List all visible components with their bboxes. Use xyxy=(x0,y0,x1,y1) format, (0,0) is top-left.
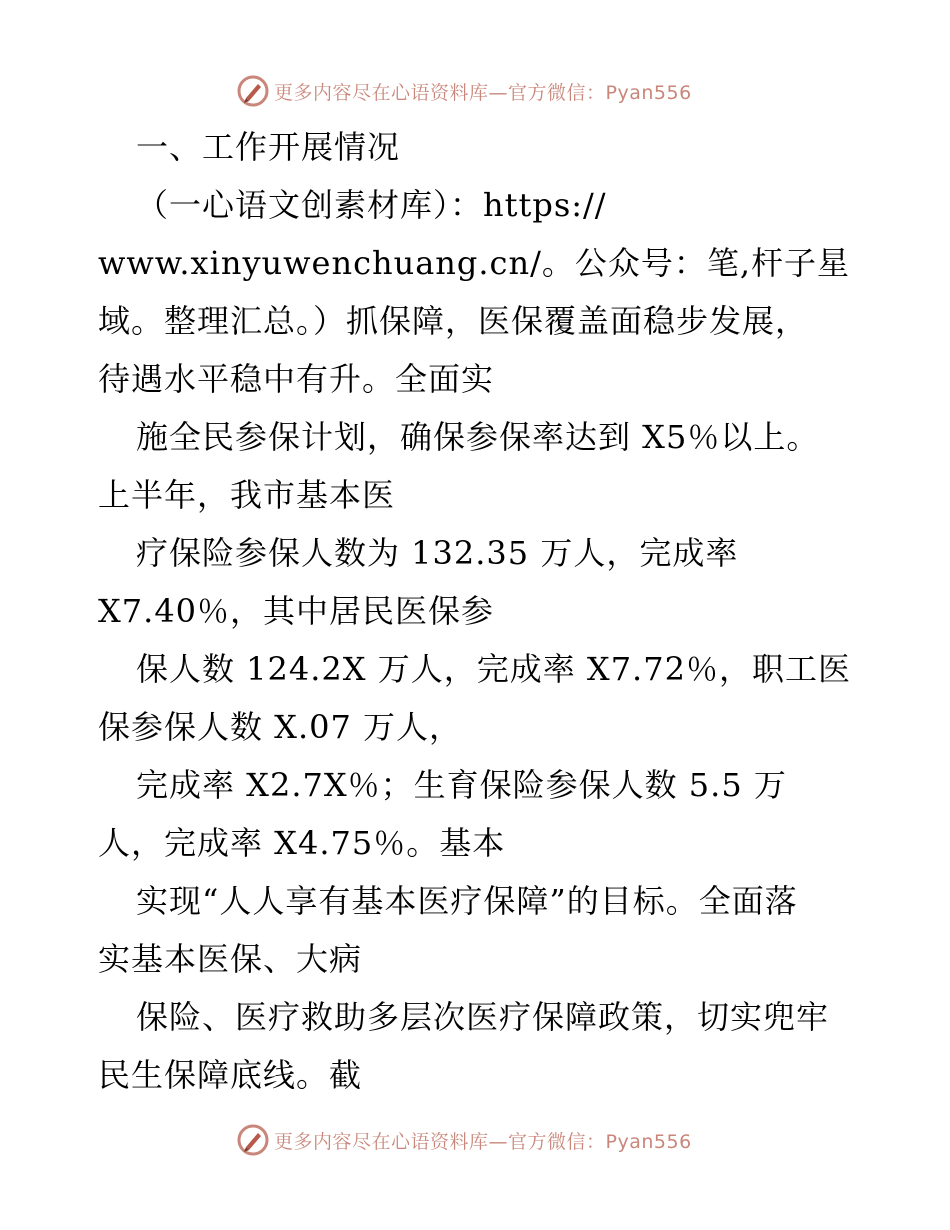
paragraph-line: 人，完成率 X4.75％。基本 xyxy=(98,824,506,862)
paragraph-line: 保险、医疗救助多层次医疗保障政策，切实兜牢 xyxy=(136,998,830,1036)
pen-logo-icon xyxy=(236,1123,270,1157)
paragraph-line: （一心语文创素材库）：https:// xyxy=(136,186,607,224)
paragraph-line: 保人数 124.2X 万人，完成率 X7.72％，职工医 xyxy=(136,650,851,688)
watermark-text: 更多内容尽在心语资料库—官方微信：Pyan556 xyxy=(274,81,692,104)
section-heading: 一、工作开展情况 xyxy=(136,128,401,166)
paragraph-line: 上半年，我市基本医 xyxy=(98,476,396,514)
paragraph-line: 完成率 X2.7X％；生育保险参保人数 5.5 万 xyxy=(136,766,787,804)
paragraph-line: X7.40％，其中居民医保参 xyxy=(98,592,495,630)
paragraph-line: 实现“人人享有基本医疗保障”的目标。全面落 xyxy=(136,882,798,920)
paragraph-line: 待遇水平稳中有升。全面实 xyxy=(98,360,495,398)
pen-logo-icon xyxy=(236,74,270,108)
paragraph-line: www.xinyuwenchuang.cn/。公众号：笔,杆子星 xyxy=(98,244,851,282)
paragraph-line: 保参保人数 X.07 万人， xyxy=(98,708,463,746)
paragraph-line: 域。整理汇总。）抓保障，医保覆盖面稳步发展， xyxy=(98,302,809,340)
paragraph-line: 实基本医保、大病 xyxy=(98,940,363,978)
watermark-header xyxy=(236,74,692,108)
watermark-text: 更多内容尽在心语资料库—官方微信：Pyan556 xyxy=(274,1130,692,1153)
paragraph-line: 民生保障底线。截 xyxy=(98,1056,363,1094)
watermark-footer xyxy=(236,1123,692,1157)
paragraph-line: 施全民参保计划，确保参保率达到 X5％以上。 xyxy=(136,418,820,456)
document-body xyxy=(98,118,858,1104)
paragraph-line: 疗保险参保人数为 132.35 万人，完成率 xyxy=(136,534,739,572)
